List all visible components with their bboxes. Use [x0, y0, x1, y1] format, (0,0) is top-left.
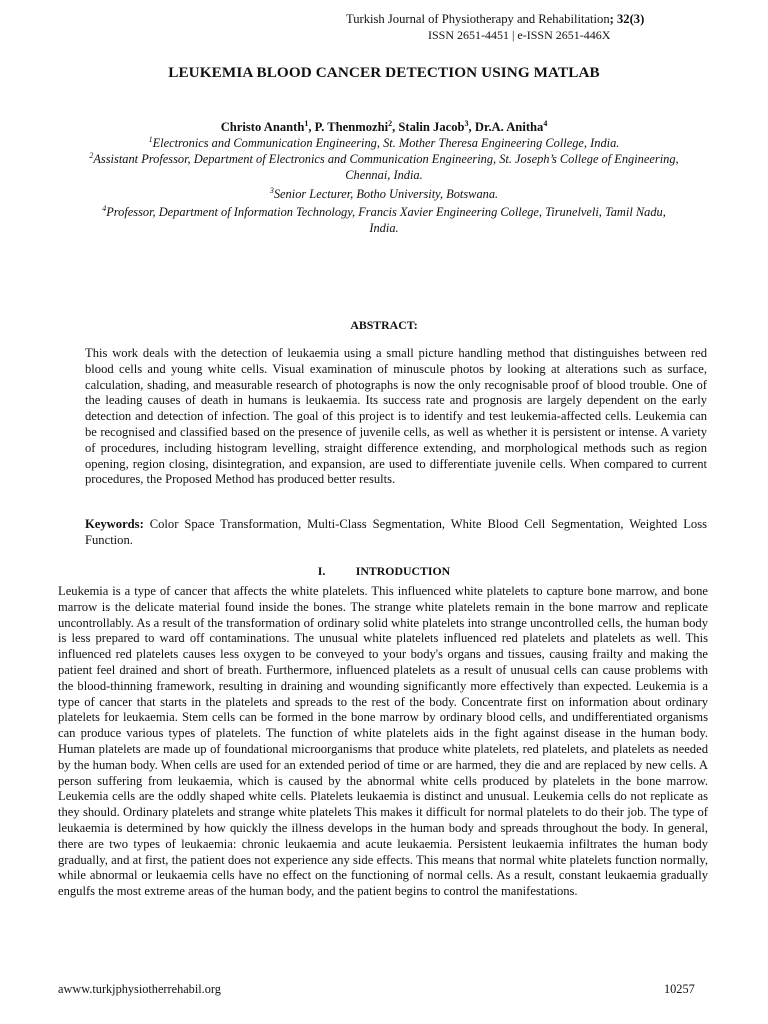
affiliation-text: Electronics and Communication Engineering, St. Mother Theresa Engineering College, India.	[152, 136, 620, 150]
section-title: INTRODUCTION	[355, 564, 451, 578]
author-list	[0, 120, 768, 135]
affiliation-sup: 1	[148, 134, 153, 144]
journal-volume: ; 32(3)	[609, 12, 645, 26]
keywords	[85, 517, 707, 549]
author-sup: 4	[543, 118, 548, 128]
author-sup: 2	[388, 118, 393, 128]
author-name: Stalin Jacob	[398, 120, 465, 134]
paper-title: LEUKEMIA BLOOD CANCER DETECTION USING MATLAB	[168, 64, 600, 81]
affiliation	[60, 136, 708, 152]
author-separator: ,	[468, 120, 475, 134]
author-name: P. Thenmozhi	[314, 120, 389, 134]
author-name: Dr.A. Anitha	[474, 120, 544, 134]
introduction-text: Leukemia is a type of cancer that affects the white platelets. This influenced white platelets to capture bone marrow, and bone marrow is the delicate material found inside the bones. The strange white platelets remain in the bone marrow and replicate uncontrollably. As a result of the transformation of ordinary solid white platelets into strange uncontrolled cells, the human body is less prepared to ward off contaminations. The unusual white platelets influenced red platelets and platelets as well. This influenced red platelets causes less oxygen to be conveyed to your body's organs and tissues, causing frailty and making the patient feel drained and short of breath. Furthermore, influenced platelets as a result of unusual cells can cause problems with the blood-thinning framework, resulting in draining and wounding significantly more effectively than expected. Leukemia is a type of cancer that starts in the platelets and spreads to the rest of the body. Concentrate first on information about ordinary platelets for leukaemia. Stem cells can be formed in the bone marrow by ordinary blood cells, and undifferentiated organisms can produce various types of platelets. The function of white platelets aids in the fight against disease in the human body. Human platelets are made up of foundational microorganisms that produce white platelets, red platelets, and platelets as needed by the human body. When cells are used for an extended period of time or are harmed, they die and are replaced by new cells. A person suffering from leukaemia, which is caused by the abnormal white cells produced by platelets in the bone marrow. Leukemia cells are the oddly shaped white cells. Platelets leukaemia is distinct and unusual. Leukemia cells do not replicate as they should. Ordinary platelets and strange white platelets This makes it difficult for normal platelets to do their job. The type of leukaemia is determined by how quickly the illness develops in the human body and spreads throughout the body. In general, there are two types of leukaemia: chronic leukaemia and acute leukaemia. Persistent leukaemia infiltrates the human body gradually, and at first, the patient does not experience any side effects. This means that normal white platelets function normally, while abnormal or leukaemia cells have no effect on the functioning of normal cells. As a result, constant leukaemia gradually engulfs the most extreme areas of the human body, and the patient begins to control the manifestations.	[58, 584, 708, 899]
section-number: I.	[317, 564, 326, 578]
affiliation-sup: 4	[102, 203, 107, 213]
abstract-heading: ABSTRACT:	[350, 318, 418, 332]
journal-name: Turkish Journal of Physiotherapy and Rehabilitation	[346, 12, 610, 26]
author-separator: ,	[392, 120, 399, 134]
journal-header	[346, 12, 644, 26]
affiliation-text: Assistant Professor, Department of Electronics and Communication Engineering, St. Joseph’s College of Engineering, Chennai, India.	[93, 152, 679, 182]
page-number: 10257	[664, 982, 695, 996]
keywords-label: Keywords:	[85, 517, 144, 531]
affiliation	[60, 187, 708, 203]
affiliation-sup: 3	[269, 185, 274, 195]
section-heading	[0, 564, 768, 579]
affiliation-text: Senior Lecturer, Botho University, Botswana.	[273, 187, 499, 201]
journal-issn: ISSN 2651-4451 | e-ISSN 2651-446X	[428, 28, 611, 42]
keywords-text: Color Space Transformation, Multi-Class Segmentation, White Blood Cell Segmentation, Weighted Loss Function.	[85, 517, 707, 547]
affiliation	[84, 152, 684, 183]
author-sup: 3	[464, 118, 469, 128]
affiliation-text: Professor, Department of Information Technology, Francis Xavier Engineering College, Tirunelveli, Tamil Nadu, India.	[106, 205, 666, 235]
author-name: Christo Ananth	[220, 120, 305, 134]
affiliation	[90, 205, 678, 236]
author-separator: ,	[308, 120, 315, 134]
affiliation-sup: 2	[89, 150, 94, 160]
abstract-text: This work deals with the detection of leukaemia using a small picture handling method that distinguishes between red blood cells and young white cells. Visual examination of minuscule photos by looking at alterations such as surface, calculation, shading, and measurable research of photographs is now the only recognisable proof of blood trouble. One of the leading causes of death in humans is leukaemia. Its success rate and prognosis are largely dependent on the early detection and detection of infection. The goal of this project is to identify and test leukemia-affected cells. Leukemia can be recognised and classified based on the presence of juvenile cells, as well as whether it is persistent or intense. A variety of procedures, including histogram levelling, straight difference extending, and morphological methods such as region opening, region closing, disintegration, and expansion, are used to differentiate juvenile cells. When compared to current procedures, the Proposed Method has produced better results.	[85, 346, 707, 487]
author-sup: 1	[304, 118, 309, 128]
footer-url: awww.turkjphysiotherrehabil.org	[58, 982, 221, 996]
